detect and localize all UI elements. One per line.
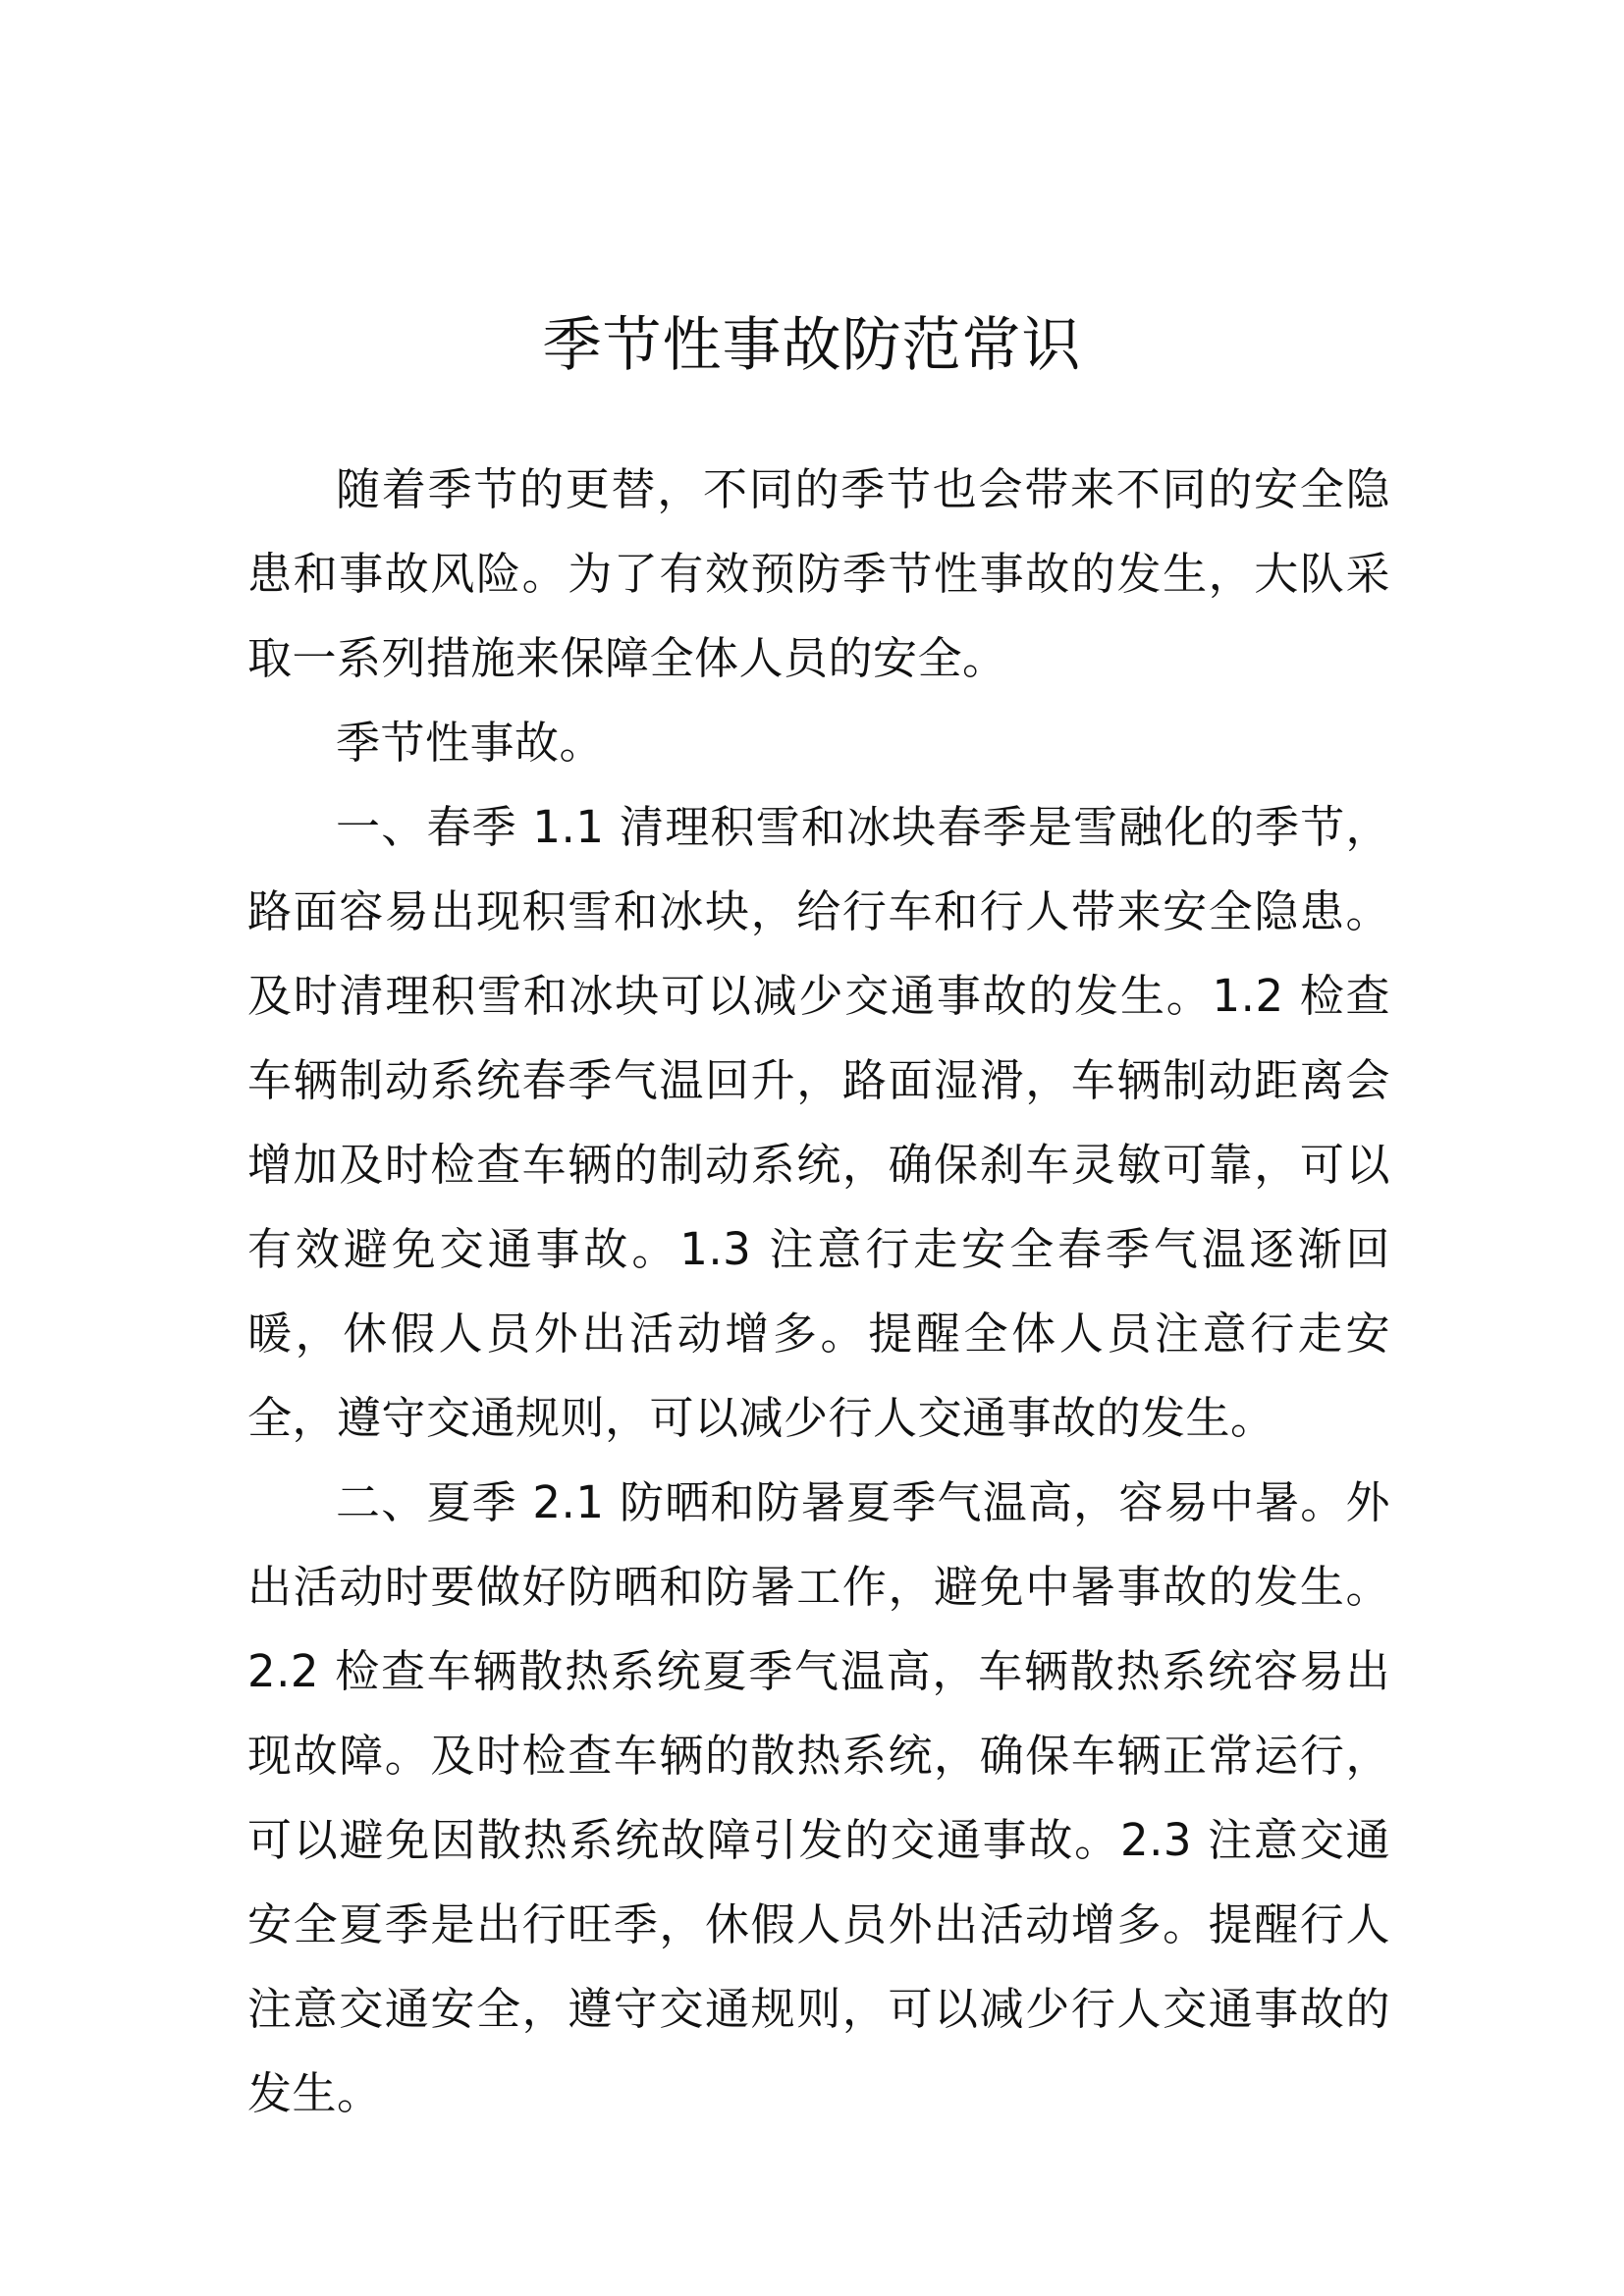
intro-paragraph: 随着季节的更替，不同的季节也会带来不同的安全隐患和事故风险。为了有效预防季节性事故的发生，大队采取一系列措施来保障全体人员的安全。 <box>247 463 1390 684</box>
section-heading-paragraph: 季节性事故。 <box>336 717 605 769</box>
summer-paragraph: 二、夏季 2.1 防晒和防暑夏季气温高，容易中暑。外出活动时要做好防晒和防暑工作，避免中暑事故的发生。2.2 检查车辆散热系统夏季气温高，车辆散热系统容易出现故障。及时检查车辆的散热系统，确保车辆正常运行，可以避免因散热系统故障引发的交通事故。2.3 注意交通安全夏季是出行旺季，休假人员外出活动增多。提醒行人注意交通安全，遵守交通规则，可以减少行人交通事故的发生。 <box>247 1476 1390 2119</box>
document-title: 季节性事故防范常识 <box>542 311 1082 380</box>
document-body <box>247 448 1390 2136</box>
spring-paragraph: 一、春季 1.1 清理积雪和冰块春季是雪融化的季节，路面容易出现积雪和冰块，给行车和行人带来安全隐患。及时清理积雪和冰块可以减少交通事故的发生。1.2 检查车辆制动系统春季气温回升，路面湿滑，车辆制动距离会增加及时检查车辆的制动系统，确保刹车灵敏可靠，可以有效避免交通事故。1.3 注意行走安全春季气温逐渐回暖，休假人员外出活动增多。提醒全体人员注意行走安全，遵守交通规则，可以减少行人交通事故的发生。 <box>247 801 1390 1444</box>
